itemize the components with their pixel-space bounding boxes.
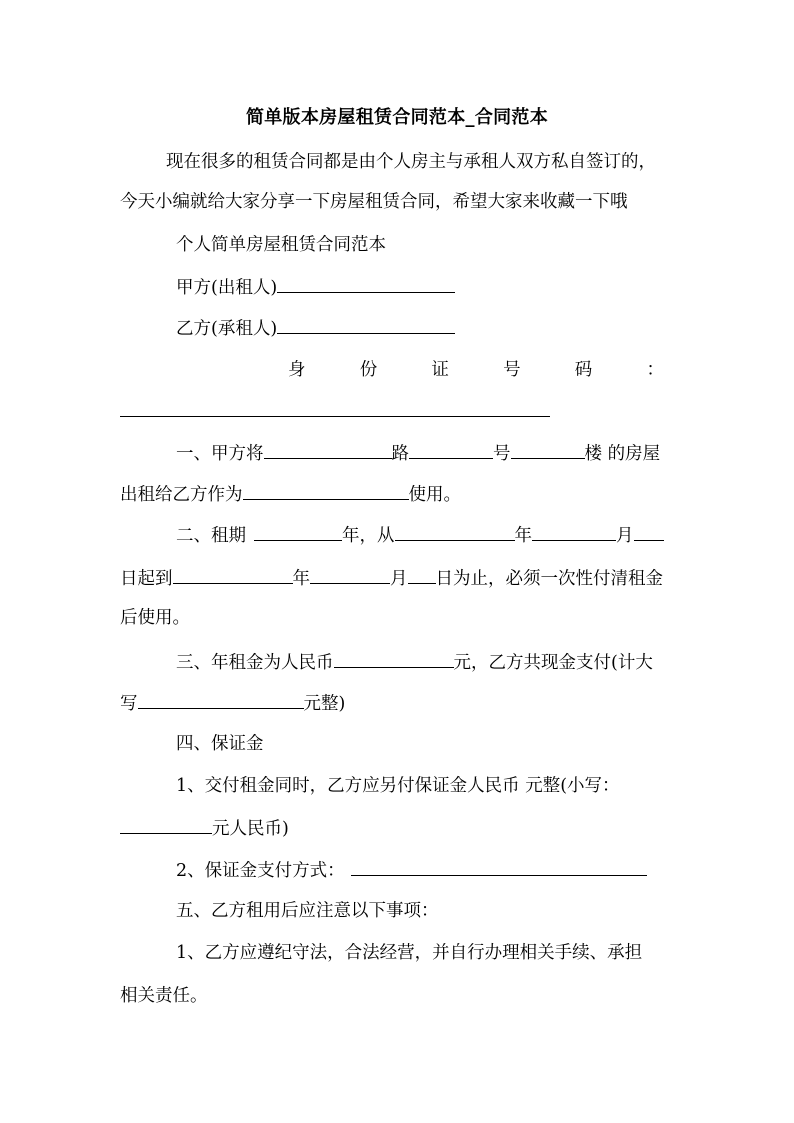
id-char-3: 证 xyxy=(431,360,449,380)
clause-1-text-d: 楼 的房屋 xyxy=(584,444,661,464)
id-char-2: 份 xyxy=(359,360,378,380)
party-a-line xyxy=(176,274,455,300)
clause-4-2-text: 2、保证金支付方式： xyxy=(176,861,345,881)
term-years-blank xyxy=(254,522,342,541)
document-title: 简单版本房屋租赁合同范本_合同范本 xyxy=(245,107,549,128)
clause-1-text-e: 出租给乙方作为 xyxy=(120,485,243,505)
annual-rent-blank xyxy=(334,649,454,668)
id-number-blank xyxy=(120,416,550,417)
clause-2-text-e: 日起到 xyxy=(120,569,173,589)
contract-subtitle: 个人简单房屋租赁合同范本 xyxy=(176,235,386,255)
usage-blank xyxy=(243,481,409,500)
start-year-blank xyxy=(395,522,515,541)
clause-2-text-h: 日为止，必须一次性付清租金 xyxy=(435,569,663,589)
clause-4-2-line xyxy=(176,857,647,883)
clause-1-line-2 xyxy=(120,481,461,507)
intro-line-2: 今天小编就给大家分享一下房屋租赁合同，希望大家来收藏一下哦 xyxy=(120,192,628,212)
deposit-method-blank xyxy=(351,857,647,876)
clause-1-text-f: 使用。 xyxy=(408,485,461,505)
intro-line-1: 现在很多的租赁合同都是由个人房主与承租人双方私自签订的， xyxy=(166,152,656,172)
clause-2-text-g: 月 xyxy=(390,569,408,589)
party-a-blank xyxy=(277,274,455,293)
clause-2-text-c: 年 xyxy=(514,526,532,546)
clause-1-text-c: 号 xyxy=(493,444,511,464)
clause-2-text-a: 二、租期 xyxy=(176,526,246,546)
clause-5-1-line-1: 1、乙方应遵纪守法，合法经营，并自行办理相关手续、承担 xyxy=(176,943,643,963)
clause-3-line-1 xyxy=(176,649,653,675)
clause-3-text-b: 元，乙方共现金支付(计大 xyxy=(453,653,653,673)
clause-3-text-d: 元整) xyxy=(303,694,346,714)
clause-5-title: 五、乙方租用后应注意以下事项： xyxy=(176,901,439,921)
clause-1-text-a: 一、甲方将 xyxy=(176,444,264,464)
end-day-blank xyxy=(408,565,436,584)
clause-2-text-f: 年 xyxy=(292,569,310,589)
clause-2-line-2 xyxy=(120,565,663,591)
party-b-blank xyxy=(277,315,455,334)
start-month-blank xyxy=(532,522,616,541)
id-char-1: 身 xyxy=(288,360,306,380)
id-char-4: 号 xyxy=(503,360,521,380)
clause-2-text-d: 月 xyxy=(616,526,634,546)
clause-1-line-1 xyxy=(176,440,660,466)
party-a-label: 甲方(出租人) xyxy=(176,278,278,298)
clause-5-1-line-2: 相关责任。 xyxy=(120,986,208,1006)
end-year-blank xyxy=(173,565,293,584)
start-day-blank xyxy=(634,522,664,541)
clause-4-title: 四、保证金 xyxy=(176,734,264,754)
building-blank xyxy=(511,440,585,459)
id-char-5: 码 xyxy=(574,360,593,380)
clause-1-text-b: 路 xyxy=(391,444,409,464)
clause-4-1-text-b: 元人民币) xyxy=(212,819,289,839)
clause-4-1-line-1: 1、交付租金同时，乙方应另付保证金人民币 元整(小写： xyxy=(176,776,620,796)
clause-3-line-2 xyxy=(120,690,345,716)
party-b-label: 乙方(承租人) xyxy=(176,319,278,339)
id-number-label xyxy=(288,358,664,382)
rent-capital-blank xyxy=(138,690,304,709)
clause-3-text-c: 写 xyxy=(120,694,138,714)
clause-3-text-a: 三、年租金为人民币 xyxy=(176,653,334,673)
number-blank xyxy=(409,440,493,459)
id-char-6: ： xyxy=(646,360,664,380)
clause-2-line-1 xyxy=(176,522,664,548)
road-blank xyxy=(264,440,392,459)
end-month-blank xyxy=(310,565,390,584)
deposit-lower-blank xyxy=(120,815,212,834)
clause-2-line-3: 后使用。 xyxy=(120,608,190,628)
clause-2-text-b: 年，从 xyxy=(342,526,395,546)
party-b-line xyxy=(176,315,455,341)
clause-4-1-line-2 xyxy=(120,815,289,841)
